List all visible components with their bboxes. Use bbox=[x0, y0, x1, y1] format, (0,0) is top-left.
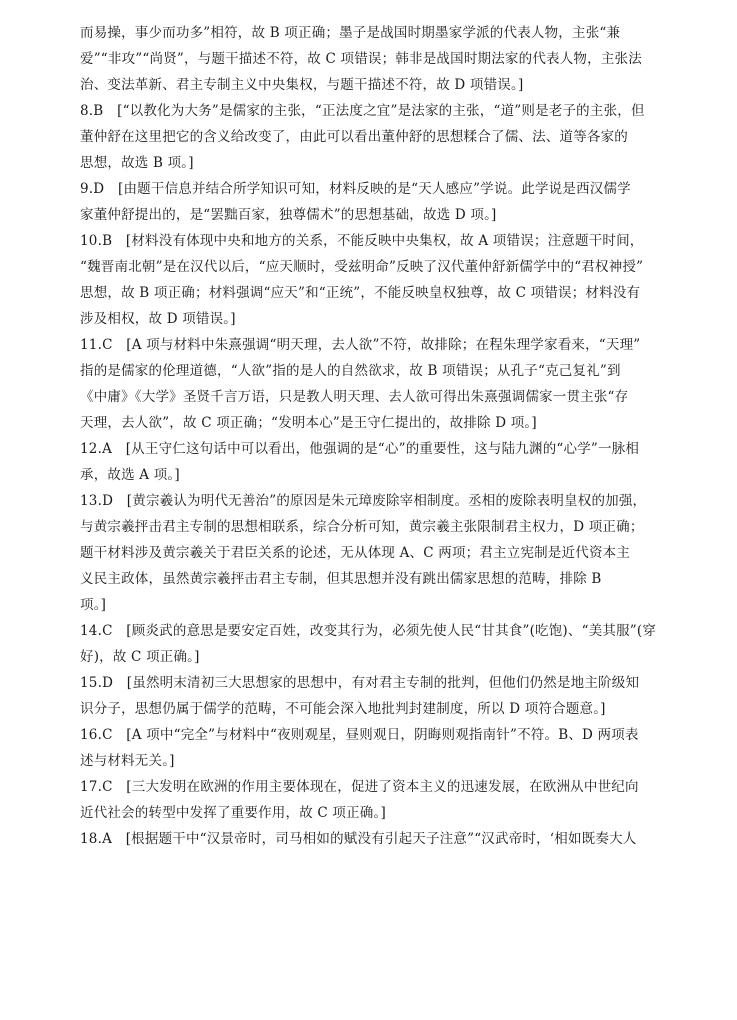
text-line: 与黄宗羲抨击君主专制的思想相联系，综合分析可知，黄宗羲主张限制君主权力，D 项正确； bbox=[80, 519, 644, 535]
text-line: 16.C [A 项中“完全”与材料中“夜则观星，昼则观日，阴晦则观指南针”不符。B、D 两项表 bbox=[80, 727, 639, 743]
text-line: “魏晋南北朝”是在汉代以后，“应天顺时，受兹明命”反映了汉代董仲舒新儒学中的“君权神授” bbox=[80, 259, 644, 275]
text-line: 《中庸》《大学》圣贤千言万语，只是教人明天理、去人欲可得出朱熹强调儒家一贯主张“存 bbox=[80, 389, 629, 405]
text-line: 爱”“非攻”“尚贤”，与题干描述不符，故 C 项错误；韩非是战国时期法家的代表人物，主张法 bbox=[80, 51, 642, 67]
text-line: 思想，故选 B 项。] bbox=[80, 155, 194, 171]
text-line: 董仲舒在这里把它的含义给改变了，由此可以看出董仲舒的思想糅合了儒、法、道等各家的 bbox=[80, 129, 628, 145]
text-line: 天理，去人欲”，故 C 项正确；“发明本心”是王守仁提出的，故排除 D 项。] bbox=[80, 415, 537, 431]
text-line: 12.A [从王守仁这句话中可以看出，他强调的是“心”的重要性，这与陆九渊的“心学”一脉相 bbox=[80, 441, 640, 457]
text-line: 10.B [材料没有体现中央和地方的关系，不能反映中央集权，故 A 项错误；注意题干时间， bbox=[80, 233, 644, 249]
text-line: 13.D [黄宗羲认为明代无善治”的原因是朱元璋废除宰相制度。丞相的废除表明皇权的加强， bbox=[80, 493, 647, 509]
text-line: 11.C [A 项与材料中朱熹强调“明天理，去人欲”不符，故排除；在程朱理学家看来，“天理” bbox=[80, 337, 641, 353]
text-line: 17.C [三大发明在欧洲的作用主要体现在，促进了资本主义的迅速发展，在欧洲从中世纪向 bbox=[80, 779, 639, 795]
text-line: 家董仲舒提出的，是“罢黜百家，独尊儒术”的思想基础，故选 D 项。] bbox=[80, 207, 497, 223]
text-line: 而易操，事少而功多”相符，故 B 项正确；墨子是战国时期墨家学派的代表人物，主张“兼 bbox=[80, 25, 621, 41]
answer-text-block bbox=[80, 20, 680, 852]
text-line: 18.A [根据题干中“汉景帝时，司马相如的赋没有引起天子注意”“汉武帝时，‘相如既奏大人 bbox=[80, 831, 637, 847]
text-line: 项。] bbox=[80, 597, 107, 613]
text-line: 14.C [顾炎武的意思是要安定百姓，改变其行为，必须先使人民“甘其食”(吃饱)、“美其服”(穿 bbox=[80, 623, 657, 639]
text-line: 9.D [由题干信息并结合所学知识可知，材料反映的是“天人感应”学说。此学说是西汉儒学 bbox=[80, 181, 631, 197]
text-line: 思想，故 B 项正确；材料强调“应天”和“正统”，不能反映皇权独尊，故 C 项错误；材料没有 bbox=[80, 285, 641, 301]
text-line: 题干材料涉及黄宗羲关于君臣关系的论述，无从体现 A、C 两项；君主立宪制是近代资本主 bbox=[80, 545, 631, 561]
text-line: 近代社会的转型中发挥了重要作用，故 C 项正确。] bbox=[80, 805, 386, 821]
text-line: 涉及相权，故 D 项错误。] bbox=[80, 311, 236, 327]
text-line: 好)，故 C 项正确。] bbox=[80, 649, 200, 665]
text-line: 承，故选 A 项。] bbox=[80, 467, 180, 483]
text-line: 治、变法革新、君主专制主义中央集权，与题干描述不符，故 D 项错误。] bbox=[80, 77, 524, 93]
text-line: 识分子，思想仍属于儒学的范畴，不可能会深入地批判封建制度，所以 D 项符合题意。] bbox=[80, 701, 606, 717]
text-line: 述与材料无关。] bbox=[80, 753, 175, 769]
text-line: 8.B [“以教化为大务”是儒家的主张，“正法度之宜”是法家的主张，“道”则是老子的主张，但 bbox=[80, 103, 645, 119]
text-line: 指的是儒家的伦理道德，“人欲”指的是人的自然欲求，故 B 项错误；从孔子“克己复礼”到 bbox=[80, 363, 621, 379]
text-line: 义民主政体，虽然黄宗羲抨击君主专制，但其思想并没有跳出儒家思想的范畴，排除 B bbox=[80, 571, 602, 587]
text-line: 15.D [虽然明末清初三大思想家的思想中，有对君主专制的批判，但他们仍然是地主阶级知 bbox=[80, 675, 640, 691]
